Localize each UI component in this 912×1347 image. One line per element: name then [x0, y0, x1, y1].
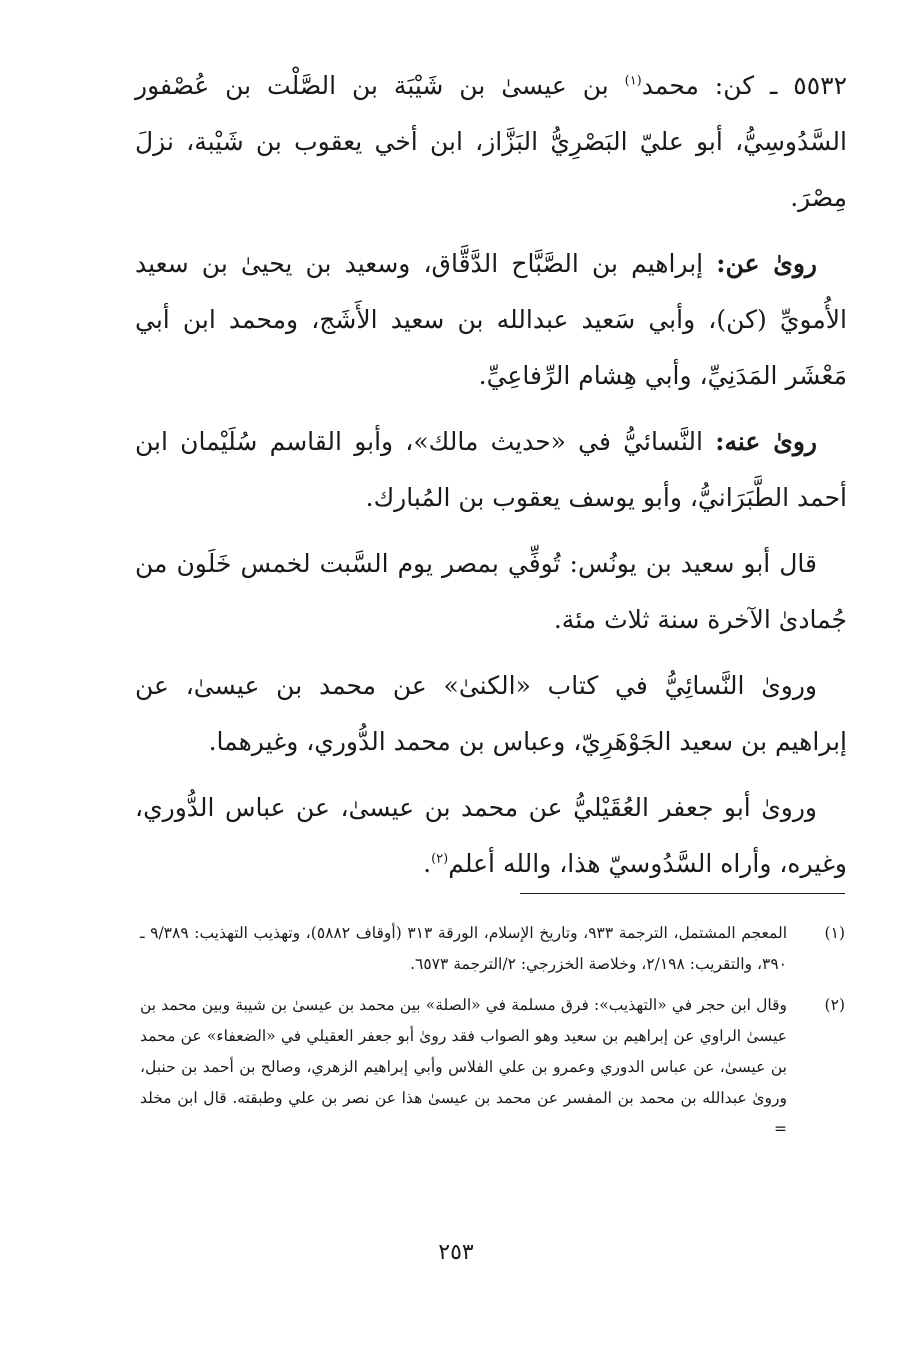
narrated-by-label: روىٰ عنه: — [715, 427, 817, 456]
page-number: ٢٥٣ — [438, 1240, 474, 1265]
footnotes — [140, 918, 845, 1155]
narrated-by-paragraph — [135, 414, 847, 526]
entry-heading-paragraph — [135, 58, 847, 226]
footnote-number: (١) — [824, 924, 845, 942]
footnote-item — [140, 990, 845, 1145]
narrated-from-label: روىٰ عن: — [716, 249, 818, 278]
footnote-number: (٢) — [824, 996, 845, 1014]
uqayli-paragraph — [135, 780, 847, 892]
narrated-from-text: إبراهيم بن الصَّبَّاح الدَّقَّاق، وسعيد بن يحيىٰ بن سعيد الأُمويِّ (كن)، وأبي سَعيد عبدالله بن سعيد الأَشَج، ومحمد ابن أبي مَعْشَر المَدَنِيِّ، وأبي هِشام الرِّفاعِيِّ. — [135, 249, 847, 390]
uqayli-end: . — [423, 849, 432, 878]
footnote-text: المعجم المشتمل، الترجمة ٩٣٣، وتاريخ الإسلام، الورقة ٣١٣ (أوقاف ٥٨٨٢)، وتهذيب التهذيب: ٩/٣٨٩ ـ ٣٩٠، والتقريب: ٢/١٩٨، وخلاصة الخزرجي: ٢/الترجمة ٦٥٧٣. — [140, 924, 788, 973]
narrated-from-paragraph — [135, 236, 847, 404]
footnote-divider — [520, 893, 845, 894]
entry-heading: ٥٥٣٢ ـ كن: محمد — [641, 71, 847, 100]
nasai-paragraph: وروىٰ النَّسائِيُّ في كتاب «الكنىٰ» عن محمد بن عيسىٰ، عن إبراهيم بن سعيد الجَوْهَرِيّ، وعباس بن محمد الدُّوري، وغيرهما. — [135, 671, 847, 756]
footnote-item — [140, 918, 845, 980]
entry-heading-rest: بن عيسىٰ بن شَيْبَة بن الصَّلْت بن عُصْفور السَّدُوسِيُّ، أبو عليّ البَصْرِيُّ البَزَّاز، ابن أخي يعقوب بن شَيْبة، نزلَ مِصْرَ. — [135, 71, 847, 212]
death-paragraph: قال أبو سعيد بن يونُس: تُوفِّي بمصر يوم السَّبت لخمس خَلَون من جُمادىٰ الآخرة سنة ثلاث مئة. — [135, 549, 847, 634]
footnote-text: وقال ابن حجر في «التهذيب»: فرق مسلمة في «الصلة» بين محمد بن عيسىٰ بن شيبة وبين محمد بن عيسىٰ الراوي عن إبراهيم بن سعيد وهو الصواب فقد روىٰ أبو جعفر العقيلي في «الضعفاء» عن محمد بن عيسىٰ، عن عباس الدوري وعمرو بن علي الفلاس وأبي إبراهيم الزهري، وصالح بن أحمد بن حنبل، وروىٰ عبدالله بن محمد بن المفسر عن محمد بن عيسىٰ هذا عن نصر بن علي وطبقته. قال ابن مخلد = — [140, 996, 787, 1138]
main-text — [135, 58, 847, 902]
footnote-ref-2[interactable]: (٢) — [431, 851, 449, 867]
footnote-ref-1[interactable]: (١) — [624, 73, 642, 89]
narrated-by-text: النَّسائيُّ في «حديث مالك»، وأبو القاسم سُلَيْمان ابن أحمد الطَّبَرَانيُّ، وأبو يوسف يعقوب بن المُبارك. — [135, 427, 847, 512]
uqayli-text: وروىٰ أبو جعفر العُقَيْليُّ عن محمد بن عيسىٰ، عن عباس الدُّوري، وغيره، وأراه السَّدُوسيّ هذا، والله أعلم — [135, 793, 847, 878]
